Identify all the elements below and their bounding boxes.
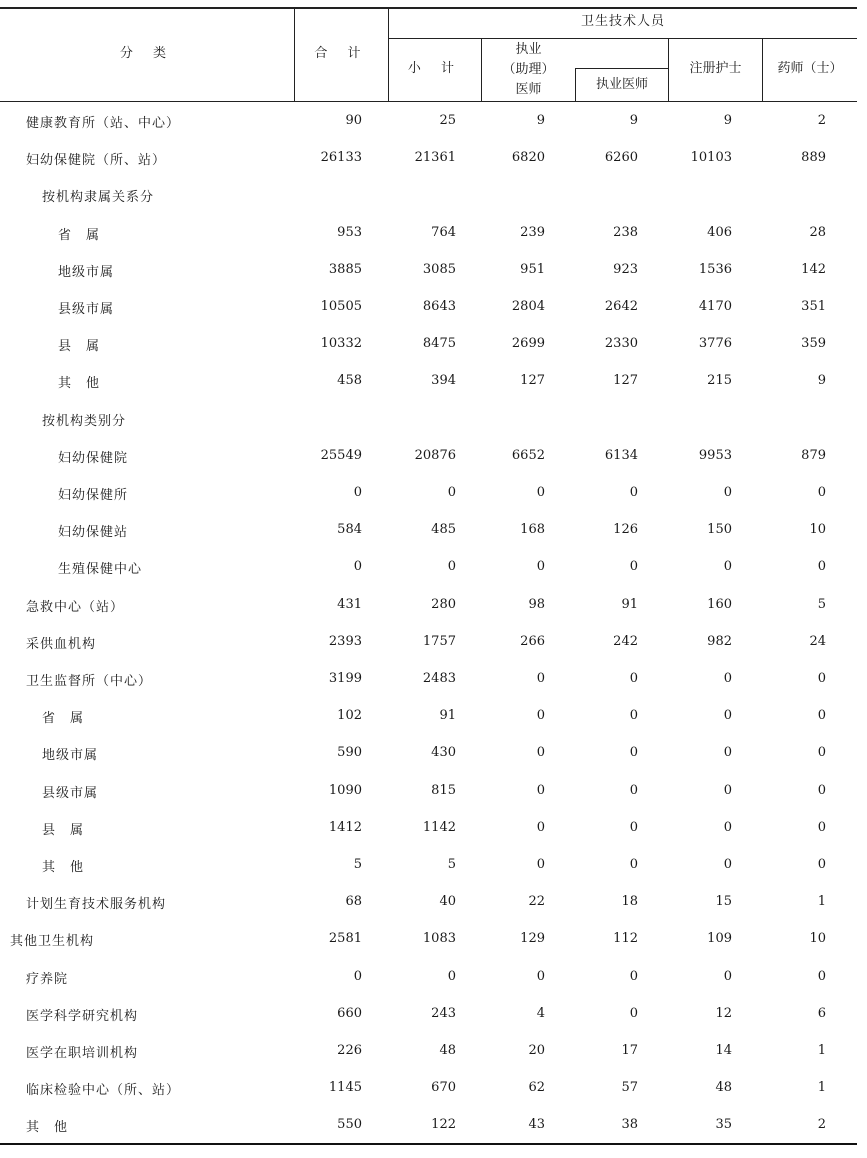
- row-value: 127: [520, 373, 545, 389]
- table-row: [0, 139, 857, 176]
- row-value: 1536: [698, 261, 732, 277]
- row-value: 12: [715, 1005, 732, 1021]
- row-label: 医学在职培训机构: [26, 1046, 139, 1061]
- row-value: 0: [629, 1005, 638, 1021]
- row-value: 0: [723, 968, 732, 984]
- row-value: 25549: [320, 447, 362, 463]
- row-value: 351: [801, 299, 826, 314]
- row-value: 2804: [511, 299, 545, 314]
- row-label: 县 属: [58, 339, 101, 355]
- row-value: 0: [629, 968, 638, 984]
- row-value: 6: [817, 1005, 826, 1021]
- row-label: 妇幼保健院（所、站）: [26, 153, 167, 169]
- row-value: 0: [817, 745, 826, 761]
- row-label: 疗养院: [26, 971, 69, 987]
- row-value: 10103: [690, 150, 732, 166]
- table-row: [0, 102, 857, 139]
- row-value: 1090: [328, 782, 362, 798]
- row-value: 764: [431, 224, 456, 240]
- row-value: 8475: [422, 336, 456, 352]
- row-value: 22: [528, 894, 545, 910]
- row-value: 2: [817, 1117, 826, 1133]
- row-value: 9: [536, 113, 545, 128]
- row-value: 0: [723, 485, 732, 500]
- row-value: 0: [353, 968, 362, 984]
- row-label: 生殖保健中心: [58, 562, 143, 578]
- row-value: 38: [621, 1117, 638, 1133]
- row-value: 6260: [604, 150, 638, 166]
- row-value: 4: [536, 1005, 545, 1021]
- row-value: 584: [337, 522, 362, 538]
- row-value: 815: [431, 782, 456, 798]
- row-value: 0: [536, 745, 545, 761]
- row-value: 1: [817, 1043, 826, 1058]
- row-value: 142: [801, 261, 826, 277]
- row-value: 48: [715, 1080, 732, 1096]
- row-value: 1412: [328, 819, 362, 835]
- table-row: [0, 251, 857, 288]
- row-value: 28: [809, 224, 826, 240]
- row-value: 0: [353, 559, 362, 575]
- row-label: 按机构类别分: [42, 413, 127, 429]
- row-value: 430: [431, 745, 456, 761]
- row-label: 计划生育技术服务机构: [26, 897, 167, 913]
- row-value: 0: [817, 485, 826, 500]
- row-value: 550: [337, 1117, 362, 1133]
- table-row: [0, 400, 857, 437]
- row-value: 122: [431, 1117, 456, 1133]
- row-value: 68: [345, 894, 362, 910]
- row-value: 43: [528, 1117, 545, 1133]
- table-row: [0, 1106, 857, 1143]
- row-value: 0: [817, 968, 826, 984]
- row-value: 1: [817, 894, 826, 910]
- row-value: 0: [447, 485, 456, 500]
- row-label: 健康教育所（站、中心）: [26, 116, 181, 131]
- row-value: 6820: [511, 150, 545, 166]
- row-value: 266: [520, 633, 545, 649]
- row-value: 5: [353, 857, 362, 872]
- row-value: 0: [817, 671, 826, 686]
- bottom-rule: [0, 1143, 857, 1145]
- row-value: 0: [817, 559, 826, 575]
- top-rule: [0, 7, 857, 9]
- row-value: 0: [629, 745, 638, 761]
- row-value: 18: [621, 894, 638, 910]
- row-label: 其 他: [26, 1120, 69, 1136]
- row-value: 24: [809, 633, 826, 649]
- row-value: 10: [809, 522, 826, 538]
- row-value: 62: [528, 1080, 545, 1096]
- row-value: 98: [528, 596, 545, 612]
- row-value: 9: [723, 113, 732, 128]
- table-row: [0, 734, 857, 771]
- row-value: 394: [431, 373, 456, 389]
- row-value: 0: [629, 485, 638, 500]
- row-value: 0: [629, 782, 638, 798]
- row-value: 3199: [328, 671, 362, 686]
- row-value: 923: [613, 261, 638, 277]
- row-label: 地级市属: [42, 748, 99, 764]
- row-label: 急救中心（站）: [26, 599, 125, 615]
- row-value: 0: [536, 782, 545, 798]
- row-value: 1145: [328, 1080, 362, 1096]
- row-value: 9: [817, 373, 826, 389]
- table-row: [0, 437, 857, 474]
- table-row: [0, 883, 857, 920]
- row-value: 9: [629, 113, 638, 128]
- row-label: 省 属: [58, 227, 101, 243]
- row-value: 26133: [320, 150, 362, 166]
- row-value: 0: [817, 782, 826, 798]
- row-value: 485: [431, 522, 456, 538]
- table-row: [0, 176, 857, 213]
- row-label: 县级市属: [58, 302, 115, 317]
- row-value: 0: [536, 708, 545, 724]
- table-row: [0, 1032, 857, 1069]
- row-value: 889: [801, 150, 826, 166]
- row-value: 9953: [698, 447, 732, 463]
- table-row: [0, 586, 857, 623]
- row-label: 按机构隶属关系分: [42, 190, 155, 206]
- row-value: 1: [817, 1080, 826, 1096]
- row-label: 采供血机构: [26, 636, 97, 652]
- row-value: 112: [613, 931, 638, 947]
- row-value: 150: [707, 522, 732, 538]
- row-value: 243: [431, 1005, 456, 1021]
- header-category: 分 类: [119, 46, 175, 61]
- header-subtotal: 小 计: [407, 61, 463, 76]
- row-value: 0: [817, 857, 826, 872]
- row-value: 21361: [414, 150, 456, 166]
- table-row: [0, 362, 857, 399]
- table-row: [0, 697, 857, 734]
- table-row: [0, 846, 857, 883]
- table-row: [0, 809, 857, 846]
- row-value: 0: [447, 968, 456, 984]
- row-value: 0: [817, 819, 826, 835]
- row-label: 省 属: [42, 711, 85, 727]
- row-label: 其他卫生机构: [10, 934, 95, 950]
- row-value: 0: [536, 559, 545, 575]
- row-value: 242: [613, 633, 638, 649]
- row-value: 0: [536, 968, 545, 984]
- row-value: 127: [613, 373, 638, 389]
- row-value: 2581: [328, 931, 362, 947]
- row-value: 0: [629, 819, 638, 835]
- row-value: 0: [629, 708, 638, 724]
- table-row: [0, 511, 857, 548]
- row-value: 239: [520, 224, 545, 240]
- row-value: 1757: [422, 633, 456, 649]
- row-value: 8643: [422, 299, 456, 314]
- row-value: 2642: [604, 299, 638, 314]
- row-value: 10332: [320, 336, 362, 352]
- row-value: 10505: [320, 299, 362, 314]
- table-row: [0, 1069, 857, 1106]
- table-row: [0, 660, 857, 697]
- row-value: 25: [439, 113, 456, 128]
- row-label: 妇幼保健所: [58, 488, 129, 503]
- row-value: 1083: [422, 931, 456, 947]
- table-row: [0, 958, 857, 995]
- row-value: 0: [536, 819, 545, 835]
- row-value: 226: [337, 1043, 362, 1058]
- row-value: 660: [337, 1005, 362, 1021]
- row-value: 3776: [698, 336, 732, 352]
- row-label: 其 他: [42, 860, 85, 875]
- row-value: 160: [707, 596, 732, 612]
- row-value: 90: [345, 113, 362, 128]
- row-value: 982: [707, 633, 732, 649]
- row-value: 458: [337, 373, 362, 389]
- group-rule: [388, 38, 857, 39]
- row-label: 县级市属: [42, 785, 99, 801]
- row-value: 951: [520, 261, 545, 277]
- row-value: 590: [337, 745, 362, 761]
- row-label: 医学科学研究机构: [26, 1008, 139, 1024]
- table-row: [0, 920, 857, 957]
- row-value: 5: [447, 857, 456, 872]
- header-physician: 执业医师: [595, 77, 648, 92]
- row-value: 2699: [511, 336, 545, 352]
- row-value: 102: [337, 708, 362, 724]
- row-value: 6652: [511, 447, 545, 463]
- row-value: 431: [337, 596, 362, 612]
- row-value: 126: [613, 522, 638, 538]
- row-value: 40: [439, 894, 456, 910]
- row-value: 215: [707, 373, 732, 389]
- row-value: 670: [431, 1080, 456, 1096]
- row-value: 0: [723, 857, 732, 872]
- row-value: 129: [520, 931, 545, 947]
- row-value: 0: [723, 782, 732, 798]
- header-practicing-line1: 执业: [515, 42, 542, 57]
- row-value: 91: [439, 708, 456, 724]
- row-value: 0: [723, 708, 732, 724]
- row-value: 14: [715, 1043, 732, 1058]
- header-practicing-line2: （助理）: [502, 62, 555, 77]
- row-value: 2483: [422, 671, 456, 686]
- row-label: 妇幼保健院: [58, 450, 129, 466]
- row-value: 879: [801, 447, 826, 463]
- row-value: 0: [536, 671, 545, 686]
- row-value: 168: [520, 522, 545, 538]
- row-value: 6134: [604, 447, 638, 463]
- header-pharmacist: 药师（士）: [777, 61, 843, 76]
- row-value: 3885: [328, 261, 362, 277]
- table-row: [0, 325, 857, 362]
- row-value: 0: [723, 819, 732, 835]
- row-value: 0: [723, 671, 732, 686]
- table-row: [0, 214, 857, 251]
- header-nurse: 注册护士: [689, 61, 742, 76]
- row-value: 359: [801, 336, 826, 352]
- row-value: 953: [337, 224, 362, 240]
- row-value: 35: [715, 1117, 732, 1133]
- row-value: 10: [809, 931, 826, 947]
- row-value: 15: [715, 894, 732, 910]
- row-value: 4170: [698, 299, 732, 314]
- row-label: 临床检验中心（所、站）: [26, 1083, 181, 1099]
- row-value: 406: [707, 224, 732, 240]
- row-value: 0: [629, 559, 638, 575]
- header-practicing-line3: 医师: [515, 82, 542, 97]
- table-header: [0, 0, 857, 102]
- row-value: 0: [536, 857, 545, 872]
- table-row: [0, 623, 857, 660]
- row-value: 20: [528, 1043, 545, 1058]
- row-value: 0: [723, 559, 732, 575]
- header-total: 合 计: [314, 46, 369, 61]
- row-value: 2330: [604, 336, 638, 352]
- row-value: 0: [447, 559, 456, 575]
- row-value: 0: [629, 857, 638, 872]
- row-label: 县 属: [42, 822, 85, 838]
- row-value: 17: [621, 1043, 638, 1058]
- row-value: 2393: [328, 633, 362, 649]
- table-row: [0, 288, 857, 325]
- row-value: 2: [817, 113, 826, 128]
- row-value: 3085: [422, 261, 456, 277]
- table-row: [0, 548, 857, 585]
- row-value: 91: [621, 596, 638, 612]
- row-label: 卫生监督所（中心）: [26, 674, 153, 689]
- table-row: [0, 772, 857, 809]
- row-value: 109: [707, 931, 732, 947]
- row-value: 238: [613, 224, 638, 240]
- row-label: 其 他: [58, 376, 101, 392]
- row-value: 1142: [422, 819, 456, 835]
- table-row: [0, 995, 857, 1032]
- physician-rule: [575, 68, 668, 69]
- row-label: 地级市属: [58, 264, 115, 280]
- row-value: 0: [536, 485, 545, 500]
- row-label: 妇幼保健站: [58, 525, 129, 541]
- row-value: 48: [439, 1043, 456, 1058]
- row-value: 0: [629, 671, 638, 686]
- row-value: 0: [817, 708, 826, 724]
- row-value: 20876: [414, 447, 456, 463]
- row-value: 280: [431, 596, 456, 612]
- row-value: 0: [723, 745, 732, 761]
- row-value: 0: [353, 485, 362, 500]
- row-value: 5: [817, 596, 826, 612]
- row-value: 57: [621, 1080, 638, 1096]
- header-group: 卫生技术人员: [580, 14, 665, 29]
- table-row: [0, 474, 857, 511]
